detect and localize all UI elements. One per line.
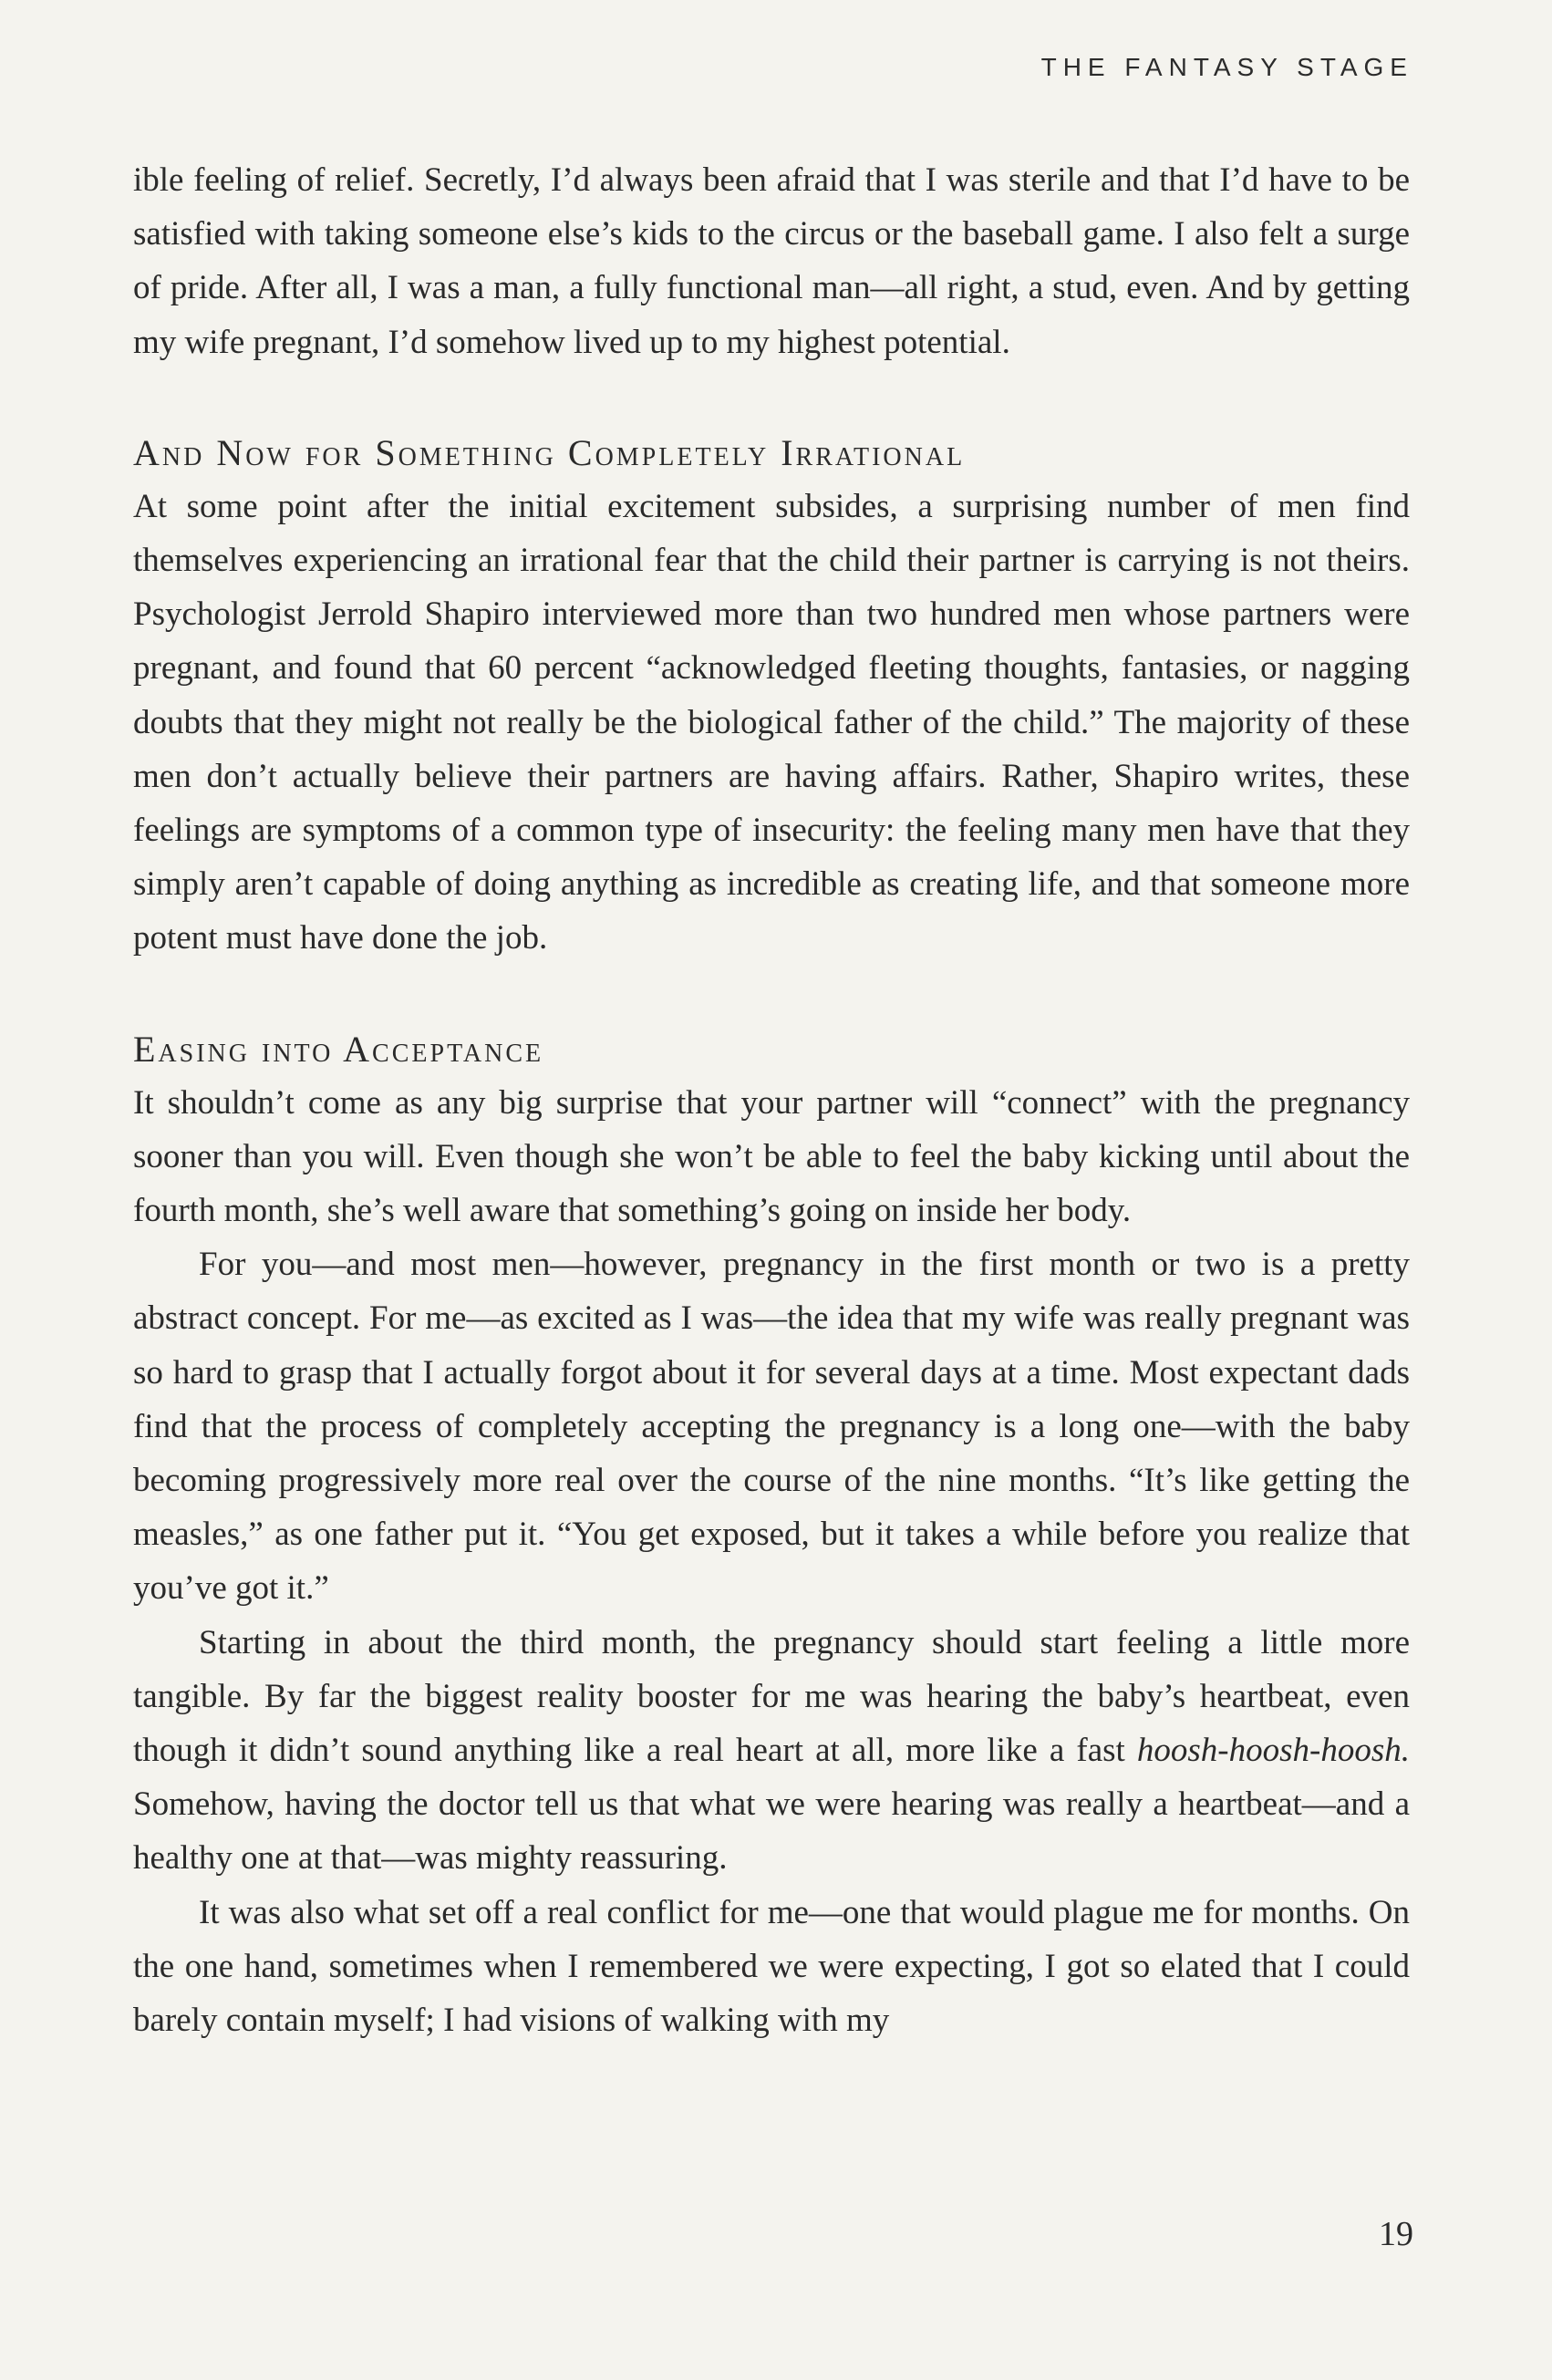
page-number: 19	[1379, 2215, 1413, 2253]
body-text	[133, 153, 1410, 2047]
heartbeat-text-start: Starting in about the third month, the pregnancy should start feeling a little more tangible. By far the biggest reality booster for me was hearing the baby’s heartbeat, even though it didn’t sound anything like a real heart at all, more like a fast	[133, 1623, 1410, 1770]
paragraph-conflict: It was also what set off a real conflict for me—one that would plague me for months. On the one hand, sometimes when I remembered we were expecting, I got so elated that I could barely contain myself; I had visions of walking with my	[133, 1893, 1410, 2040]
heartbeat-sound: hoosh-hoosh-hoosh.	[1136, 1732, 1410, 1770]
section-heading-irrational: And Now for Something Completely Irrational	[133, 431, 966, 473]
paragraph-connect: It shouldn’t come as any big surprise that your partner will “connect” with the pregnancy sooner than you will. Even though she won’t be able to feel the baby kicking until about the fourth month, she’s well aware that something’s going on inside her body.	[133, 1083, 1410, 1230]
section-heading-acceptance: Easing into Acceptance	[133, 1028, 544, 1070]
paragraph-abstract-concept: For you—and most men—however, pregnancy in the first month or two is a pretty abstract concept. For me—as excited as I was—the idea that my wife was really pregnant was so hard to grasp that I actually forgot about it for several days at a time. Most expectant dads find that the process of completely accepting the pregnancy is a long one—with the baby becoming progressively more real over the course of the nine months. “It’s like getting the measles,” as one father put it. “You get exposed, but it takes a while before you realize that you’ve got it.”	[133, 1246, 1410, 1608]
running-head: THE FANTASY STAGE	[1040, 53, 1413, 81]
heartbeat-text-end: Somehow, having the doctor tell us that what we were hearing was really a heartbeat—and a healthy one at that—was mighty reassuring.	[133, 1785, 1410, 1878]
paragraph-continuation: ible feeling of relief. Secretly, I’d always been afraid that I was sterile and that I’d have to be satisfied with taking someone else’s kids to the circus or the baseball game. I also felt a surge of pride. After all, I was a man, a fully functional man—all right, a stud, even. And by getting my wife pregnant, I’d somehow lived up to my highest potential.	[133, 161, 1410, 361]
paragraph-heartbeat	[133, 1616, 1410, 1886]
paragraph-irrational-fear: At some point after the initial excitement subsides, a surprising number of men find themselves experiencing an irrational fear that the child their partner is carrying is not theirs. Psychologist Jerrold Shapiro interviewed more than two hundred men whose partners were pregnant, and found that 60 percent “acknowledged fleeting thoughts, fantasies, or nagging doubts that they might not really be the biological father of the child.” The majority of these men don’t actually believe their partners are having affairs. Rather, Shapiro writes, these feelings are symptoms of a common type of insecurity: the feeling many men have that they simply aren’t capable of doing anything as incredible as creating life, and that someone more potent must have done the job.	[133, 487, 1410, 957]
